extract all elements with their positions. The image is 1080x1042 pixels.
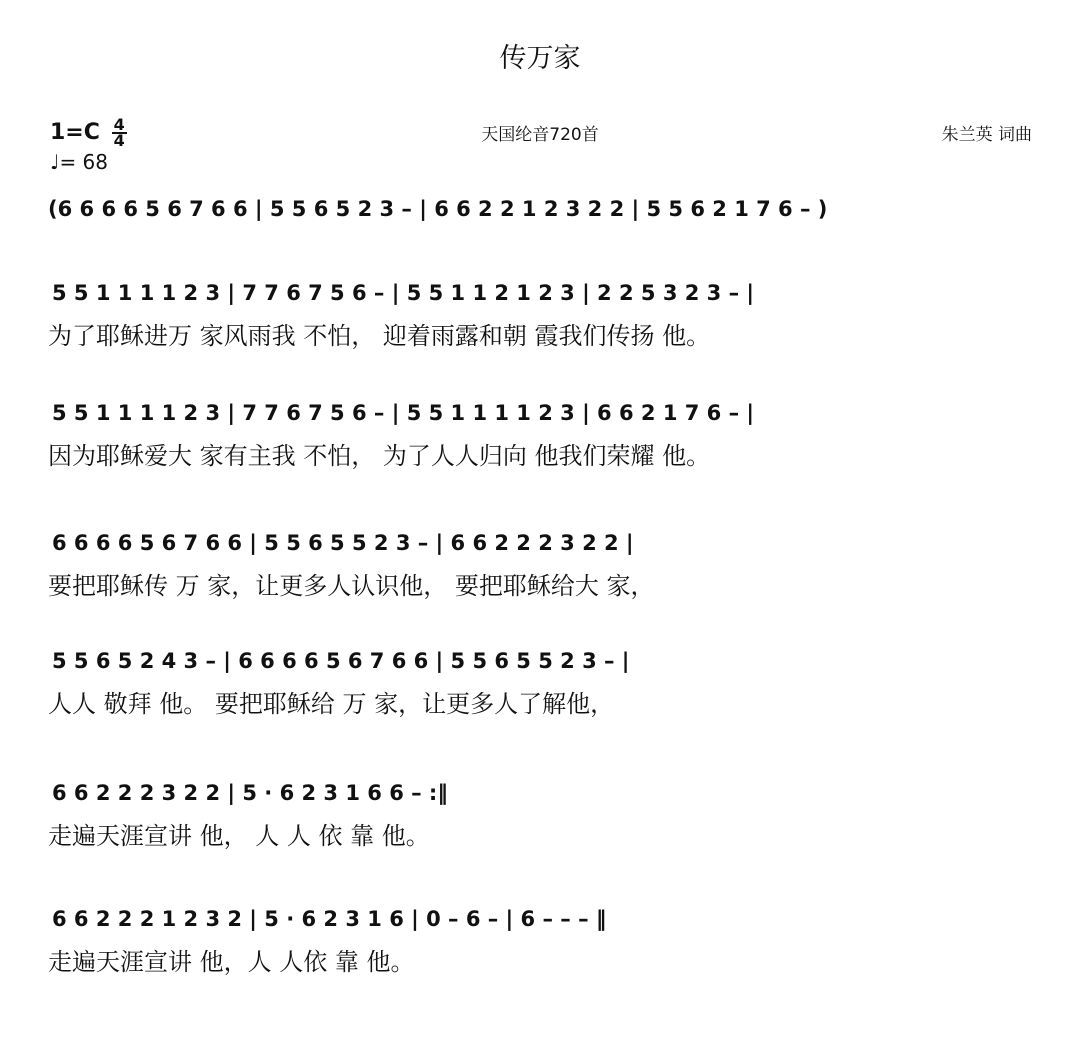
lyric-text (48, 822, 430, 850)
score-system-3 (0, 392, 1080, 472)
lyric-text (48, 322, 710, 350)
key-signature: 1=C (50, 120, 100, 145)
quarter-note-icon: ♩ (50, 150, 60, 174)
lyric-line: 要把耶稣传 万 家，让更多人认识他， 要把耶稣给大 家， (48, 572, 655, 600)
song-title: 传万家 (499, 43, 581, 74)
lyric-line: 人人 敬拜 他。 要把耶稣给 万 家，让更多人了解他， (48, 690, 615, 718)
lyric-line: 走遍天涯宣讲 他， 人 人 依 靠 他。 (48, 822, 430, 850)
notation-line: (6 6 6 6 5 6 7 6 6 | 5 5 6 5 2 3 – | 6 6 2 2 1 2 3 2 2 | 5 5 6 2 1 7 6 – ) (48, 197, 828, 221)
tempo-value: = 68 (59, 150, 109, 174)
notation-line: 6 6 2 2 2 3 2 2 | 5 · 6 2 3 1 6 6 – :‖ (52, 781, 448, 805)
notation-line: 6 6 6 6 5 6 7 6 6 | 5 5 6 5 5 2 3 – | 6 6 2 2 2 3 2 2 | (52, 531, 634, 555)
score-system-5 (0, 640, 1080, 720)
notation-text (48, 197, 827, 222)
lyric-line: 走遍天涯宣讲 他，人 人依 靠 他。 (48, 948, 415, 976)
notation-text (52, 907, 606, 932)
source-collection: 天国纶音720首 (481, 125, 599, 145)
notation-text (52, 531, 634, 556)
lyric-text (48, 572, 655, 600)
tempo-marking (50, 150, 108, 174)
lyric-text (48, 690, 614, 718)
notation-line: 6 6 2 2 2 1 2 3 2 | 5 · 6 2 3 1 6 | 0 – 6 – | 6 – – – ‖ (52, 907, 607, 931)
composer-credit: 朱兰英 词曲 (941, 125, 1032, 145)
lyric-line: 因为耶稣爱大 家有主我 不怕， 为了人人归向 他我们荣耀 他。 (48, 442, 711, 470)
notation-text (52, 281, 754, 306)
time-signature: $\frac{4}{4}$ (113, 115, 125, 150)
notation-line: 5 5 1 1 1 1 2 3 | 7 7 6 7 5 6 – | 5 5 1 1 1 1 2 3 | 6 6 2 1 7 6 – | (52, 401, 755, 425)
notation-text (52, 649, 629, 674)
notation-row (0, 190, 1080, 240)
score-system-1 (0, 190, 1080, 240)
score-system-4 (0, 522, 1080, 602)
notation-text (52, 781, 448, 806)
lyric-line: 为了耶稣进万 家风雨我 不怕， 迎着雨露和朝 霞我们传扬 他。 (48, 322, 711, 350)
notation-line: 5 5 1 1 1 1 2 3 | 7 7 6 7 5 6 – | 5 5 1 1 2 1 2 3 | 2 2 5 3 2 3 – | (52, 281, 755, 305)
score-system-6 (0, 772, 1080, 852)
score-system-2 (0, 272, 1080, 352)
lyric-text (48, 442, 710, 470)
notation-text (52, 401, 754, 426)
lyric-text (48, 948, 415, 976)
score-system-7 (0, 898, 1080, 978)
notation-line: 5 5 6 5 2 4 3 – | 6 6 6 6 5 6 7 6 6 | 5 5 6 5 5 2 3 – | (52, 649, 630, 673)
